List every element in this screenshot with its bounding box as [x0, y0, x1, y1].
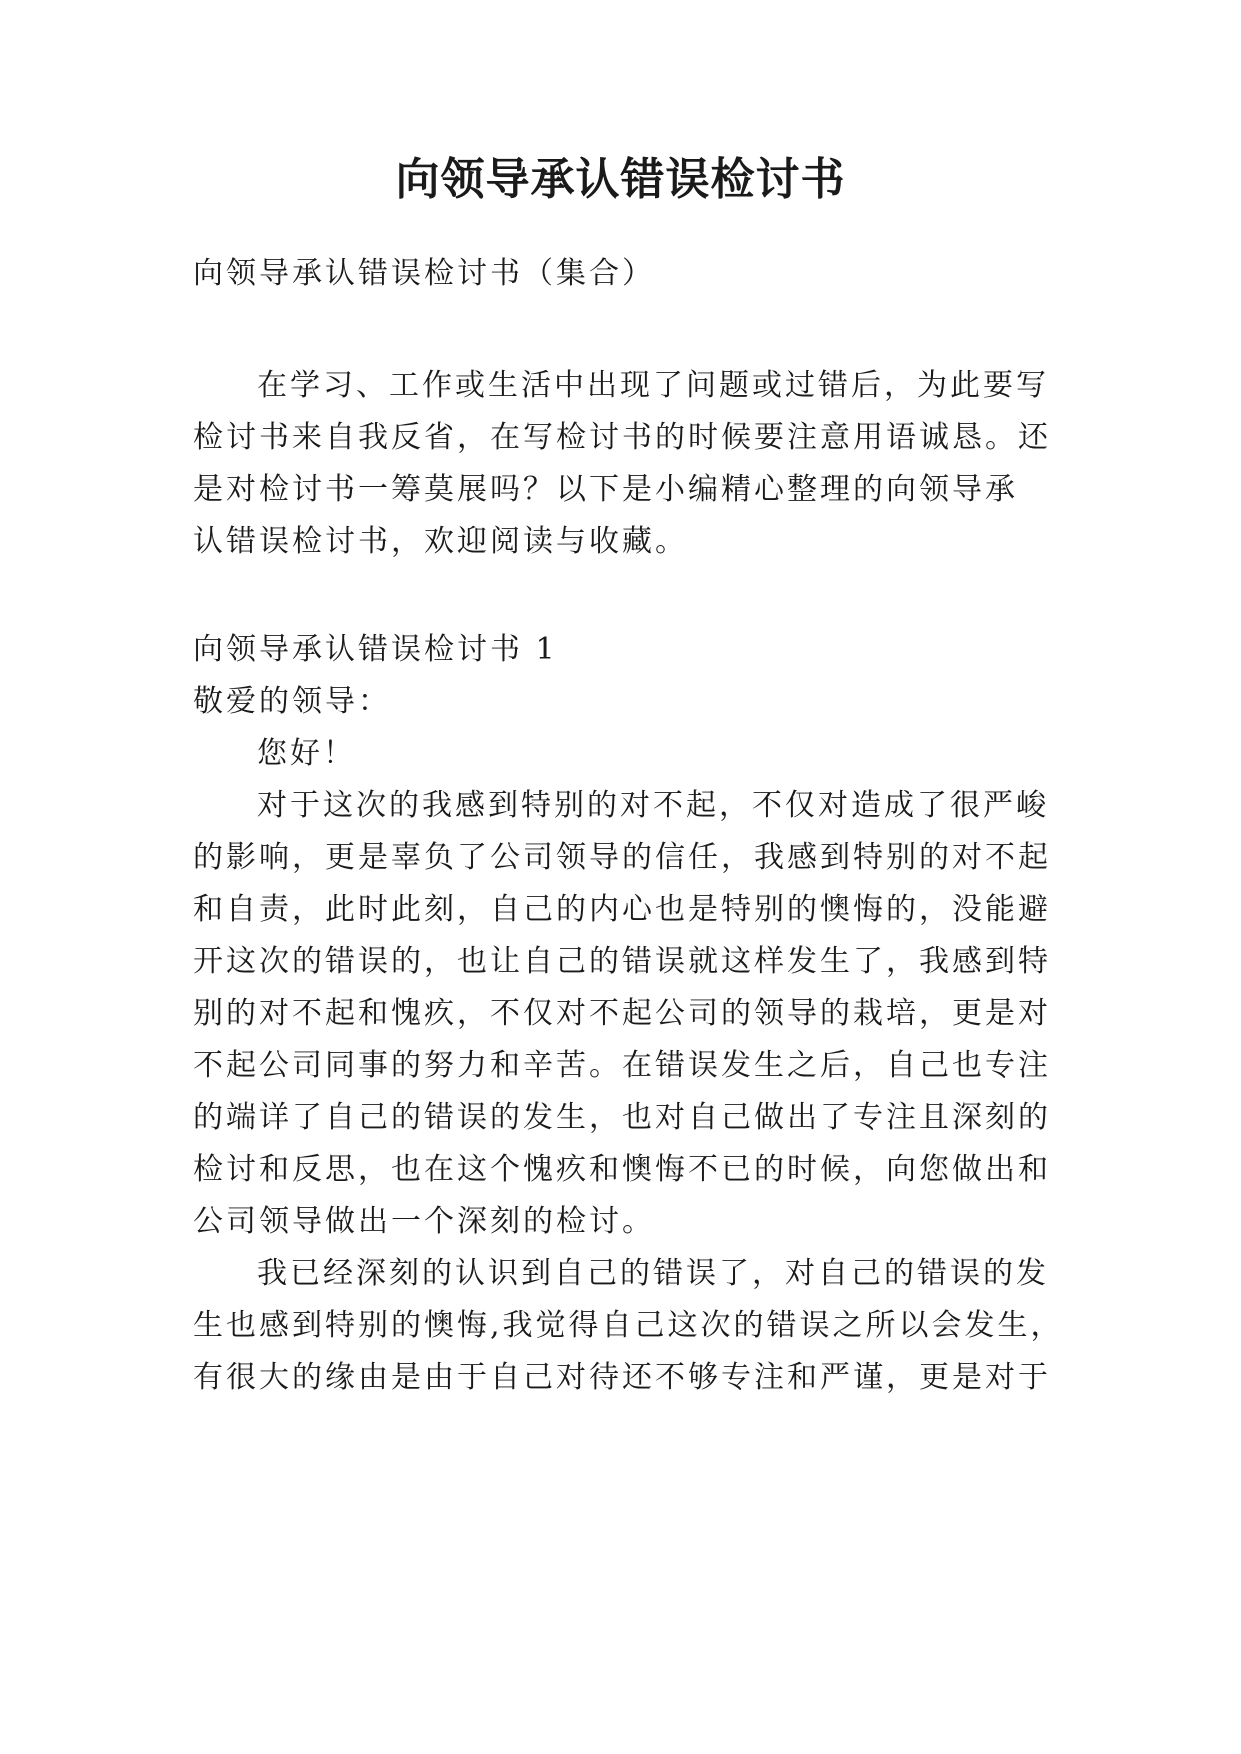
document-subtitle: 向领导承认错误检讨书（集合）: [193, 256, 655, 291]
intro-line: 认错误检讨书，欢迎阅读与收藏。: [193, 524, 688, 559]
body-line: 别的对不起和愧疚，不仅对不起公司的领导的栽培，更是对: [193, 996, 1051, 1031]
body-line: 开这次的错误的，也让自己的错误就这样发生了，我感到特: [193, 944, 1051, 979]
body-line: 公司领导做出一个深刻的检讨。: [193, 1204, 655, 1239]
greeting: 您好！: [257, 736, 356, 771]
body-line: 不起公司同事的努力和辛苦。在错误发生之后，自己也专注: [193, 1048, 1051, 1083]
body-line: 我已经深刻的认识到自己的错误了，对自己的错误的发: [257, 1256, 1049, 1291]
body-line: 和自责，此时此刻，自己的内心也是特别的懊悔的，没能避: [193, 892, 1051, 927]
body-line: 对于这次的我感到特别的对不起，不仅对造成了很严峻: [257, 788, 1049, 823]
intro-line: 是对检讨书一筹莫展吗？以下是小编精心整理的向领导承: [193, 472, 1018, 507]
salutation: 敬爱的领导：: [193, 684, 391, 719]
body-line: 的影响，更是辜负了公司领导的信任，我感到特别的对不起: [193, 840, 1051, 875]
section-heading: 向领导承认错误检讨书 1: [193, 632, 558, 667]
intro-line: 检讨书来自我反省，在写检讨书的时候要注意用语诚恳。还: [193, 420, 1051, 455]
intro-line: 在学习、工作或生活中出现了问题或过错后，为此要写: [257, 368, 1049, 403]
body-line: 生也感到特别的懊悔,我觉得自己这次的错误之所以会发生，: [193, 1308, 1064, 1343]
document-title: 向领导承认错误检讨书: [395, 154, 846, 205]
body-line: 有很大的缘由是由于自己对待还不够专注和严谨，更是对于: [193, 1360, 1051, 1395]
body-line: 检讨和反思，也在这个愧疚和懊悔不已的时候，向您做出和: [193, 1152, 1051, 1187]
body-line: 的端详了自己的错误的发生，也对自己做出了专注且深刻的: [193, 1100, 1051, 1135]
